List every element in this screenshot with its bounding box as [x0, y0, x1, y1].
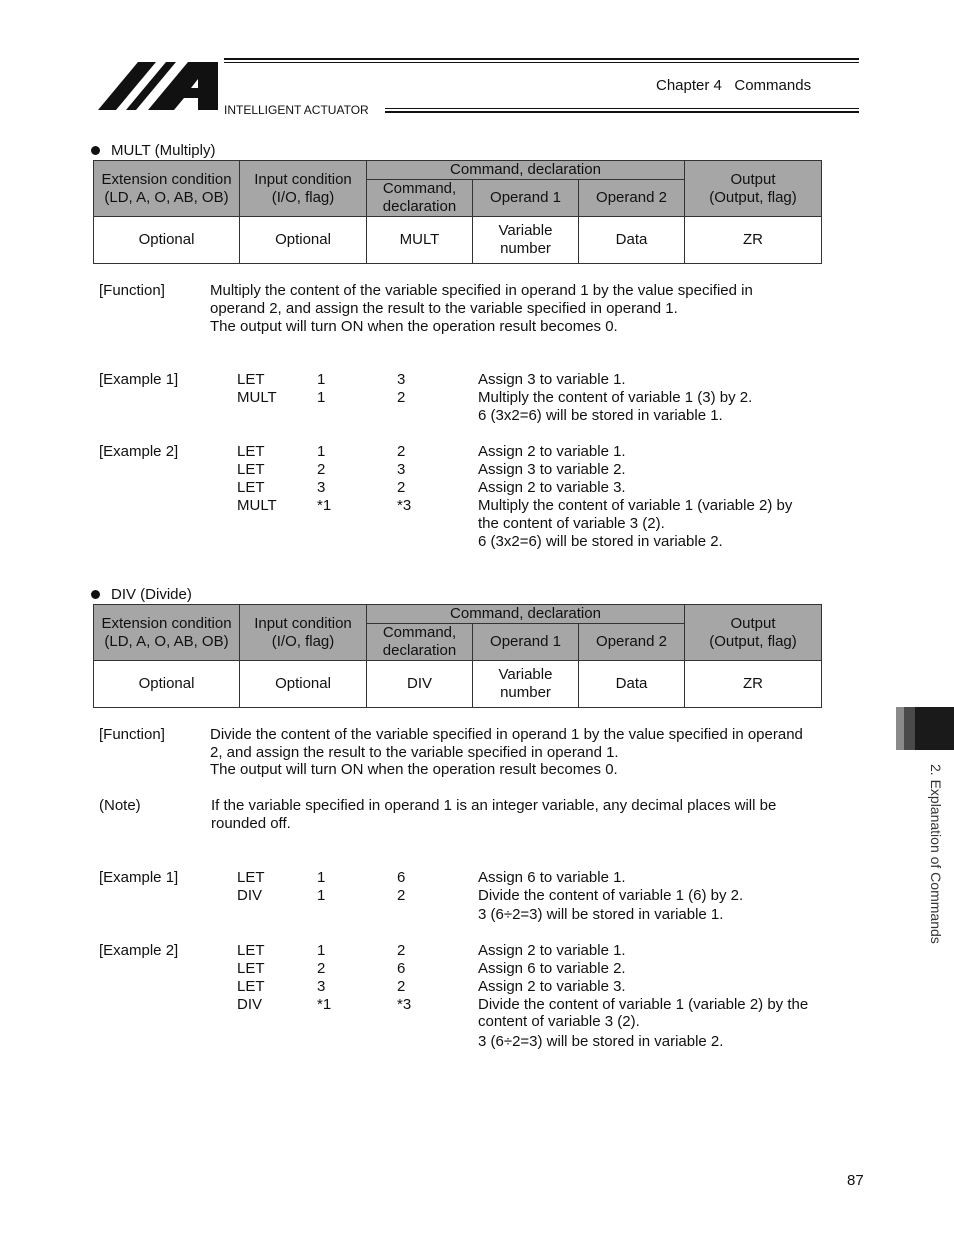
side-tab-light [896, 707, 904, 750]
header-op1: Operand 1 [473, 624, 579, 661]
header-op1: Operand 1 [473, 180, 579, 217]
header-rule-top [224, 58, 859, 60]
cell-cmd: DIV [367, 661, 473, 708]
cell-ext: Optional [94, 661, 240, 708]
example-cmd: LET [237, 443, 265, 460]
example-op1: 2 [317, 960, 326, 977]
example-cmd: MULT [237, 497, 277, 514]
cell-input: Optional [240, 661, 367, 708]
example-label: [Example 1] [99, 869, 179, 886]
example-op1: 1 [317, 887, 326, 904]
cell-ext: Optional [94, 217, 240, 264]
cell-cmd: MULT [367, 217, 473, 264]
example-label: [Example 2] [99, 942, 179, 959]
cell-op1: Variable number [473, 661, 579, 708]
example-op1: *1 [317, 497, 332, 514]
example-op2: 2 [397, 443, 406, 460]
example-desc: Assign 2 to variable 3. [478, 479, 626, 496]
bullet-icon [91, 590, 100, 599]
section-title-mult: MULT (Multiply) [111, 142, 216, 159]
function-line: Multiply the content of the variable specified in operand 1 by the value specified in [210, 282, 753, 299]
example-desc: Divide the content of variable 1 (6) by 2. [478, 887, 744, 904]
company-name: INTELLIGENT ACTUATOR [224, 103, 369, 117]
cell-op1: Variable number [473, 217, 579, 264]
function-line: The output will turn ON when the operation result becomes 0. [210, 761, 618, 778]
example-desc: Divide the content of variable 1 (variable 2) by the [478, 996, 809, 1013]
example-op1: 1 [317, 869, 326, 886]
header-cmd: Command, declaration [367, 624, 473, 661]
side-tab-mid [904, 707, 915, 750]
example-op2: 6 [397, 960, 406, 977]
example-desc: Assign 3 to variable 1. [478, 371, 626, 388]
example-desc: 6 (3x2=6) will be stored in variable 2. [478, 533, 723, 550]
example-op1: 1 [317, 443, 326, 460]
header-cmd: Command, declaration [367, 180, 473, 217]
cell-output: ZR [685, 661, 822, 708]
example-op1: 3 [317, 479, 326, 496]
example-op2: 2 [397, 887, 406, 904]
header-input: Input condition (I/O, flag) [240, 605, 367, 661]
example-desc: Assign 2 to variable 1. [478, 443, 626, 460]
example-cmd: LET [237, 869, 265, 886]
example-desc: Assign 2 to variable 3. [478, 978, 626, 995]
side-tab-label: 2. Explanation of Commands [928, 764, 944, 944]
chapter-title: Chapter 4 Commands [656, 77, 812, 94]
iai-logo [96, 58, 220, 112]
example-op1: 1 [317, 389, 326, 406]
page-number: 87 [847, 1172, 864, 1189]
example-cmd: DIV [237, 887, 263, 904]
note-line: If the variable specified in operand 1 is an integer variable, any decimal places will be [211, 797, 777, 814]
example-op2: 3 [397, 371, 406, 388]
example-cmd: LET [237, 978, 265, 995]
example-op1: 3 [317, 978, 326, 995]
example-label: [Example 1] [99, 371, 179, 388]
example-cmd: LET [237, 461, 265, 478]
header-rule-bottom [385, 108, 859, 109]
example-label: [Example 2] [99, 443, 179, 460]
header-input: Input condition (I/O, flag) [240, 161, 367, 217]
example-desc: 6 (3x2=6) will be stored in variable 1. [478, 407, 723, 424]
bullet-icon [91, 146, 100, 155]
function-line: 2, and assign the result to the variable specified in operand 1. [210, 744, 619, 761]
header-ext: Extension condition (LD, A, O, AB, OB) [94, 161, 240, 217]
header-output: Output (Output, flag) [685, 161, 822, 217]
header-rule-top-thin [224, 62, 859, 63]
div-spec-table [93, 604, 822, 708]
example-op2: 2 [397, 389, 406, 406]
function-line: Divide the content of the variable specified in operand 1 by the value specified in operand [210, 726, 803, 743]
example-cmd: DIV [237, 996, 263, 1013]
function-line: operand 2, and assign the result to the variable specified in operand 1. [210, 300, 678, 317]
header-output: Output (Output, flag) [685, 605, 822, 661]
example-op1: *1 [317, 996, 332, 1013]
example-desc: 3 (6÷2=3) will be stored in variable 1. [478, 906, 724, 923]
example-op2: 2 [397, 978, 406, 995]
function-line: The output will turn ON when the operation result becomes 0. [210, 318, 618, 335]
cell-op2: Data [579, 661, 685, 708]
example-op2: 3 [397, 461, 406, 478]
example-cmd: LET [237, 371, 265, 388]
example-op2: *3 [397, 497, 412, 514]
example-op2: 2 [397, 479, 406, 496]
example-op1: 1 [317, 371, 326, 388]
example-desc: Assign 2 to variable 1. [478, 942, 626, 959]
example-cmd: LET [237, 960, 265, 977]
function-label: [Function] [99, 726, 165, 743]
example-desc: 3 (6÷2=3) will be stored in variable 2. [478, 1033, 724, 1050]
example-cmd: LET [237, 479, 265, 496]
example-desc: Assign 6 to variable 1. [478, 869, 626, 886]
header-op2: Operand 2 [579, 180, 685, 217]
section-title-div: DIV (Divide) [111, 586, 192, 603]
example-op1: 2 [317, 461, 326, 478]
mult-spec-table [93, 160, 822, 264]
header-rule-bottom-thick [385, 111, 859, 113]
example-desc: content of variable 3 (2). [478, 1013, 640, 1030]
example-cmd: MULT [237, 389, 277, 406]
header-ext: Extension condition (LD, A, O, AB, OB) [94, 605, 240, 661]
header-cmd-group: Command, declaration [367, 605, 685, 624]
header-cmd-group: Command, declaration [367, 161, 685, 180]
side-tab-dark [915, 707, 954, 750]
cell-op2: Data [579, 217, 685, 264]
function-label: [Function] [99, 282, 165, 299]
note-label: (Note) [99, 797, 141, 814]
example-desc: Assign 6 to variable 2. [478, 960, 626, 977]
example-op2: 2 [397, 942, 406, 959]
header-op2: Operand 2 [579, 624, 685, 661]
example-desc: Multiply the content of variable 1 (variable 2) by [478, 497, 793, 514]
example-cmd: LET [237, 942, 265, 959]
example-op2: 6 [397, 869, 406, 886]
example-op1: 1 [317, 942, 326, 959]
cell-output: ZR [685, 217, 822, 264]
example-desc: Multiply the content of variable 1 (3) by 2. [478, 389, 753, 406]
example-desc: Assign 3 to variable 2. [478, 461, 626, 478]
cell-input: Optional [240, 217, 367, 264]
example-desc: the content of variable 3 (2). [478, 515, 665, 532]
example-op2: *3 [397, 996, 412, 1013]
note-line: rounded off. [211, 815, 291, 832]
